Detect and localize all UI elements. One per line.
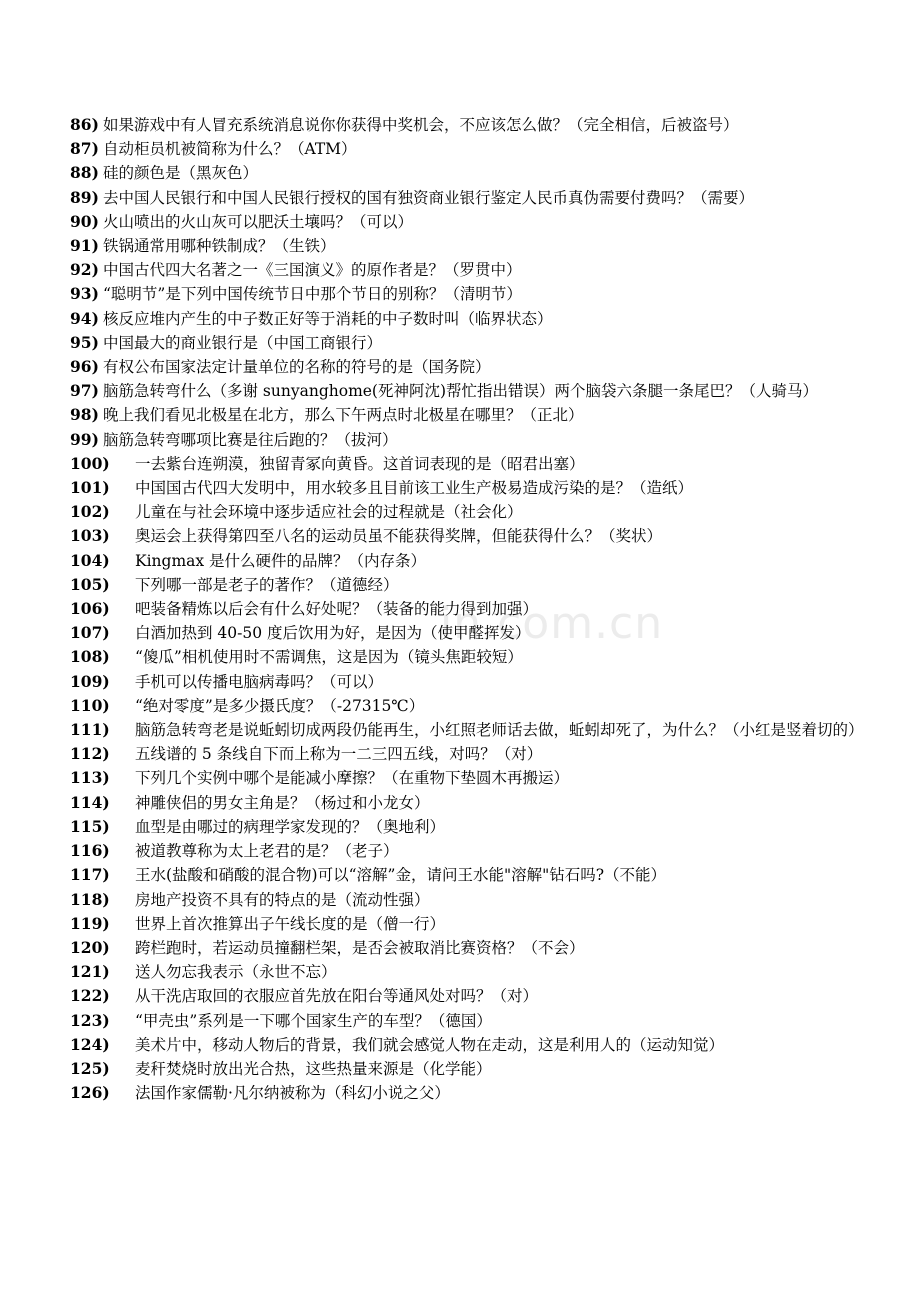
item-number: 125) [70, 1058, 110, 1078]
list-item [70, 428, 870, 452]
item-number: 92) [70, 260, 99, 280]
list-item [70, 307, 870, 331]
item-text: 铁锅通常用哪种铁制成？（生铁） [103, 237, 336, 256]
item-text: 房地产投资不具有的特点的是（流动性强） [135, 890, 430, 909]
item-number: 124) [70, 1034, 110, 1054]
item-text: Kingmax 是什么硬件的品牌？（内存条） [135, 551, 427, 570]
question-list [70, 113, 870, 1105]
item-number: 108) [70, 647, 110, 667]
list-item [70, 912, 870, 936]
item-text: 下列哪一部是老子的著作？（道德经） [135, 575, 399, 594]
item-number: 90) [70, 211, 99, 231]
item-text: 中国古代四大名著之一《三国演义》的原作者是？（罗贯中） [103, 261, 522, 280]
item-number: 96) [70, 357, 99, 377]
item-text: 血型是由哪过的病理学家发现的？（奥地利） [135, 817, 446, 836]
item-text: 神雕侠侣的男女主角是？（杨过和小龙女） [135, 793, 430, 812]
item-text: 脑筋急转弯哪项比赛是往后跑的？（拔河） [103, 430, 398, 449]
item-number: 121) [70, 962, 110, 982]
item-number: 105) [70, 574, 110, 594]
item-text: 中国最大的商业银行是（中国工商银行） [103, 333, 383, 352]
item-text: 法国作家儒勒·凡尔纳被称为（科幻小说之父） [135, 1084, 450, 1103]
item-number: 117) [70, 865, 110, 885]
list-item [70, 452, 870, 476]
item-number: 94) [70, 308, 99, 328]
list-item [70, 500, 870, 524]
item-text: 跨栏跑时，若运动员撞翻栏架，是否会被取消比赛资格？（不会） [135, 938, 585, 957]
item-number: 116) [70, 841, 110, 861]
item-number: 118) [70, 889, 110, 909]
list-item [70, 331, 870, 355]
item-number: 93) [70, 284, 99, 304]
item-number: 115) [70, 816, 110, 836]
list-item [70, 960, 870, 984]
item-text: 世界上首次推算出子午线长度的是（僧一行） [135, 914, 446, 933]
item-number: 113) [70, 768, 110, 788]
item-text: 王水(盐酸和硝酸的混合物)可以“溶解”金，请问王水能"溶解"钻石吗?（不能） [135, 866, 667, 885]
item-text: 硅的颜色是（黑灰色） [103, 164, 259, 183]
item-text: “甲壳虫”系列是一下哪个国家生产的车型？（德国） [135, 1011, 492, 1030]
list-item [70, 694, 870, 718]
item-text: 送人勿忘我表示（永世不忘） [135, 963, 337, 982]
list-item [70, 282, 870, 306]
list-item [70, 137, 870, 161]
list-item [70, 549, 870, 573]
item-text: 核反应堆内产生的中子数正好等于消耗的中子数时叫（临界状态） [103, 309, 553, 328]
list-item [70, 1009, 870, 1033]
list-item [70, 863, 870, 887]
list-item [70, 742, 870, 766]
list-item [70, 1057, 870, 1081]
list-item [70, 888, 870, 912]
item-text: 从干洗店取回的衣服应首先放在阳台等通风处对吗？（对） [135, 987, 539, 1006]
item-text: 中国国古代四大发明中，用水较多且目前该工业生产极易造成污染的是？（造纸） [135, 479, 694, 498]
item-text: 被道教尊称为太上老君的是？（老子） [135, 842, 399, 861]
item-number: 107) [70, 623, 110, 643]
item-text: 如果游戏中有人冒充系统消息说你你获得中奖机会，不应该怎么做？（完全相信，后被盗号） [103, 116, 739, 134]
list-item [70, 403, 870, 427]
list-item [70, 936, 870, 960]
item-text: 儿童在与社会环境中逐步适应社会的过程就是（社会化） [135, 503, 523, 522]
list-item [70, 718, 870, 742]
list-item [70, 113, 870, 137]
item-text: 五线谱的 5 条线自下而上称为一二三四五线，对吗？（对） [135, 745, 543, 764]
list-item [70, 791, 870, 815]
item-text: “聪明节”是下列中国传统节日中那个节日的别称？（清明节） [103, 285, 522, 304]
item-number: 91) [70, 236, 99, 256]
item-number: 101) [70, 478, 110, 498]
list-item [70, 524, 870, 548]
list-item [70, 1033, 870, 1057]
list-item [70, 379, 870, 403]
watermark: in.com.cn [440, 598, 664, 649]
list-item [70, 258, 870, 282]
item-number: 103) [70, 526, 110, 546]
list-item [70, 1081, 870, 1105]
item-number: 100) [70, 453, 110, 473]
item-number: 104) [70, 550, 110, 570]
item-number: 126) [70, 1083, 110, 1103]
item-text: 美术片中，移动人物后的背景，我们就会感觉人物在走动，这是利用人的（运动知觉） [135, 1035, 725, 1054]
list-item [70, 573, 870, 597]
item-number: 111) [70, 720, 110, 740]
item-number: 119) [70, 913, 110, 933]
item-number: 87) [70, 139, 99, 159]
item-number: 106) [70, 599, 110, 619]
list-item [70, 161, 870, 185]
item-text: 麦秆焚烧时放出光合热，这些热量来源是（化学能） [135, 1059, 492, 1078]
item-text: 手机可以传播电脑病毒吗？（可以） [135, 672, 384, 691]
item-text: 脑筋急转弯老是说蚯蚓切成两段仍能再生，小红照老师话去做，蚯蚓却死了，为什么？（小红是竖着切的） [135, 721, 864, 740]
item-text: 一去紫台连朔漠，独留青冢向黄昏。这首词表现的是（昭君出塞） [135, 454, 585, 473]
item-text: 有权公布国家法定计量单位的名称的符号的是（国务院） [103, 358, 491, 377]
item-text: 晚上我们看见北极星在北方，那么下午两点时北极星在哪里？（正北） [103, 406, 584, 425]
item-text: 去中国人民银行和中国人民银行授权的国有独资商业银行鉴定人民币真伪需要付费吗？（需要） [103, 188, 755, 207]
item-text: 脑筋急转弯什么（多谢 sunyanghome(死神阿沈)帮忙指出错误）两个脑袋六条腿一条尾巴？（人骑马） [103, 382, 819, 401]
list-item [70, 210, 870, 234]
item-text: 白酒加热到 40-50 度后饮用为好，是因为（使甲醛挥发） [135, 624, 531, 643]
item-number: 98) [70, 405, 99, 425]
list-item [70, 186, 870, 210]
item-text: “绝对零度”是多少摄氏度？（-27315℃） [135, 696, 425, 715]
list-item [70, 355, 870, 379]
item-number: 123) [70, 1010, 110, 1030]
list-item [70, 621, 870, 645]
item-number: 102) [70, 502, 110, 522]
item-number: 86) [70, 115, 99, 134]
list-item [70, 839, 870, 863]
item-text: 下列几个实例中哪个是能减小摩擦？（在重物下垫圆木再搬运） [135, 769, 570, 788]
item-number: 109) [70, 671, 110, 691]
item-number: 89) [70, 187, 99, 207]
item-text: 自动柜员机被简称为什么？（ATM） [103, 140, 357, 159]
list-item [70, 476, 870, 500]
list-item [70, 670, 870, 694]
item-number: 88) [70, 163, 99, 183]
item-number: 97) [70, 381, 99, 401]
item-text: 火山喷出的火山灰可以肥沃土壤吗？（可以） [103, 212, 414, 231]
item-number: 120) [70, 937, 110, 957]
list-item [70, 597, 870, 621]
list-item [70, 234, 870, 258]
item-number: 95) [70, 332, 99, 352]
list-item [70, 815, 870, 839]
list-item [70, 645, 870, 669]
item-number: 114) [70, 792, 110, 812]
item-number: 122) [70, 986, 110, 1006]
list-item [70, 984, 870, 1008]
item-text: 奥运会上获得第四至八名的运动员虽不能获得奖牌，但能获得什么？（奖状） [135, 527, 663, 546]
item-text: “傻瓜”相机使用时不需调焦，这是因为（镜头焦距较短） [135, 648, 523, 667]
list-item [70, 766, 870, 790]
item-number: 112) [70, 744, 110, 764]
item-text: 吧装备精炼以后会有什么好处呢？（装备的能力得到加强） [135, 600, 539, 619]
item-number: 110) [70, 695, 110, 715]
item-number: 99) [70, 429, 99, 449]
